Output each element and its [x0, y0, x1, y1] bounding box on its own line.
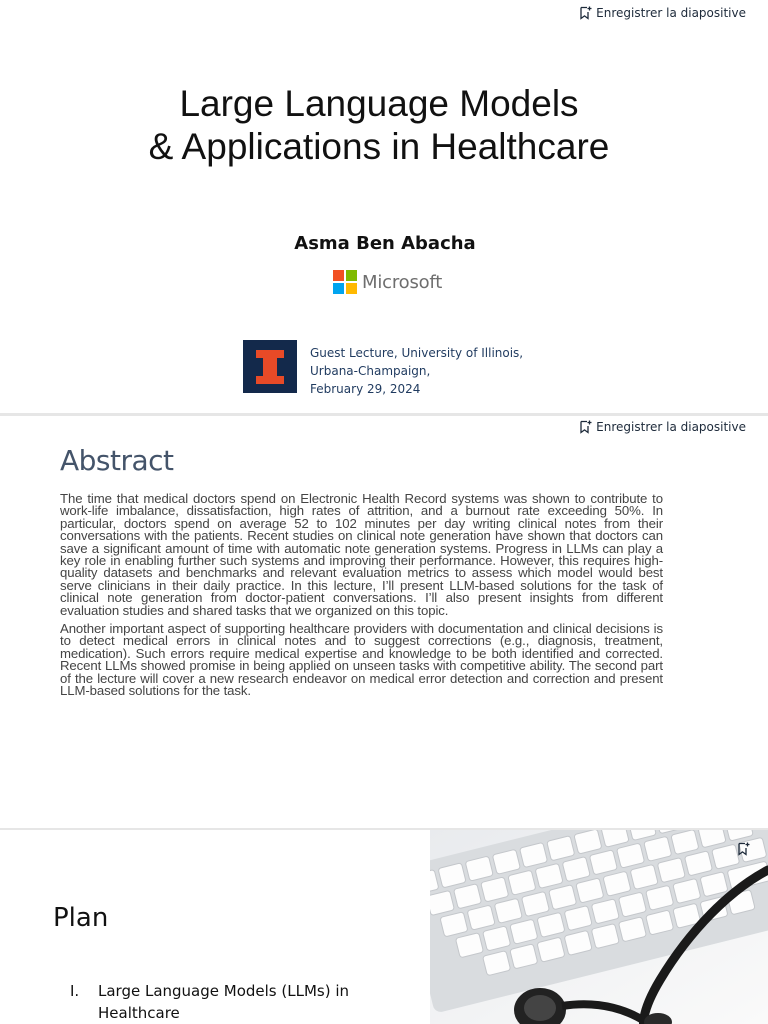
abstract-paragraph-2: Another important aspect of supporting healthcare providers with documentation and clinical decisions is to detect medical errors in clinical notes and to suggest corrections (e.g., diagnosis, treatment, medication). Such errors require medical expertise and knowledge to be both identified and corrected. Recent LLMs showed promise in being applied on unseen tasks with competitive ability. The second part of the lecture will cover a new research endeavor on medical error detection and correction and present LLM-based solutions for the task. — [60, 621, 663, 699]
title-line-2: & Applications in Healthcare — [148, 126, 610, 167]
save-slide-button[interactable] — [737, 842, 750, 856]
lecture-line-1: Guest Lecture, University of Illinois, — [310, 346, 524, 360]
microsoft-logo — [333, 270, 442, 294]
abstract-body — [60, 493, 663, 704]
save-slide-button[interactable] — [579, 6, 746, 20]
bookmark-add-icon — [579, 6, 592, 20]
slide-main-title — [0, 82, 758, 168]
photo-illustration — [430, 830, 768, 1024]
keyboard-stethoscope-photo — [430, 830, 768, 1024]
save-slide-label: Enregistrer la diapositive — [596, 420, 746, 434]
microsoft-squares-icon — [333, 270, 357, 294]
bookmark-add-icon — [579, 420, 592, 434]
save-slide-button[interactable] — [579, 420, 746, 434]
lecture-info — [310, 344, 523, 398]
plan-item — [70, 980, 390, 1024]
university-logo — [243, 340, 297, 393]
abstract-heading: Abstract — [60, 444, 174, 477]
author-name: Asma Ben Abacha — [294, 233, 476, 254]
lecture-line-2: Urbana-Champaign, — [310, 364, 431, 378]
plan-item-text: Large Language Models (LLMs) in Healthcare — [98, 982, 350, 1022]
slide-abstract — [0, 416, 768, 828]
plan-item-number: I. — [70, 982, 80, 1000]
slide-plan — [0, 830, 768, 1024]
block-i-icon — [256, 350, 284, 384]
lecture-date: February 29, 2024 — [310, 382, 421, 396]
bookmark-add-icon — [737, 842, 750, 856]
title-line-1: Large Language Models — [179, 83, 579, 124]
microsoft-wordmark: Microsoft — [362, 271, 443, 293]
abstract-paragraph-1: The time that medical doctors spend on Electronic Health Record systems was shown to contribute to work-life imbalance, dissatisfaction, high rates of attrition, and a burnout rate exceeding 50%. In particular, doctors spend on average 52 to 102 minutes per day writing clinical notes from their conversations with the patients. Recent studies on clinical note generation have shown that doctors can save a significant amount of time with automatic note generation systems. Progress in LLMs can play a key role in enabling further such systems and improving their performance. However, this requires high-quality datasets and benchmarks and relevant evaluation metrics to assess which model would best serve clinicians in their daily practice. In this lecture, I’ll present LLM-based solutions for the task of clinical note generation from doctor-patient conversations. I’ll also present insights from different evaluation studies and shared tasks that we organized on this topic. — [60, 491, 663, 618]
save-slide-label: Enregistrer la diapositive — [596, 6, 746, 20]
slide-title — [0, 0, 768, 413]
plan-heading: Plan — [53, 903, 109, 933]
